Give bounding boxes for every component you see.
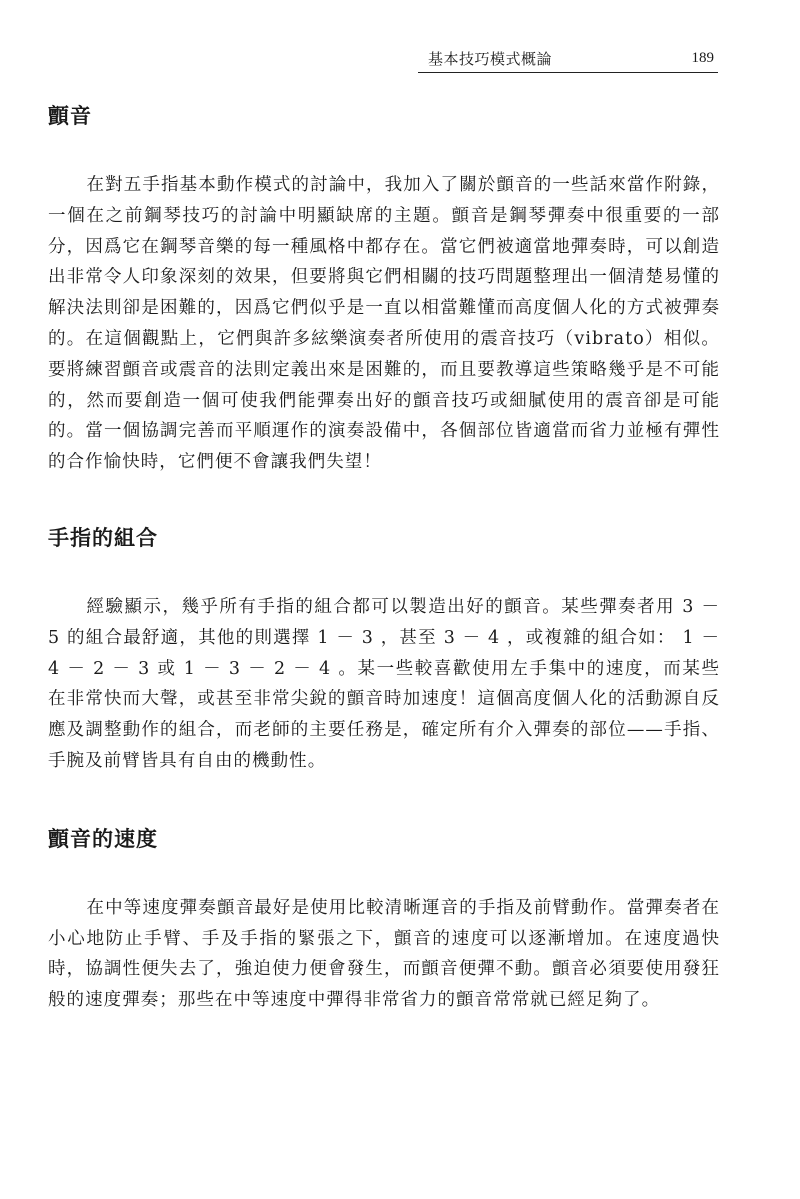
section-heading-trill: 顫音 xyxy=(48,103,92,128)
running-title: 基本技巧模式概論 xyxy=(428,50,553,68)
running-header xyxy=(418,44,718,73)
section-paragraph-finger-combinations: 經驗顯示，幾乎所有手指的組合都可以製造出好的顫音。某些彈奏者用 3 － 5 的組合最舒適，其他的則選擇 1 － 3 ，甚至 3 － 4 ，或複雜的組合如： 1 － 4 － 2 － 3 或 1 － 3 － 2 － 4 。某一些較喜歡使用左手集中的速度，而某些在非常快而大聲，或甚至非常尖銳的顫音時加速度！這個高度個人化的活動源自反應及調整動作的組合，而老師的主要任務是，確定所有介入彈奏的部位——手指、手腕及前臂皆具有自由的機動性。 xyxy=(48,596,720,771)
section-heading-finger-combinations: 手指的組合 xyxy=(48,524,158,550)
section-heading-trill-speed: 顫音的速度 xyxy=(48,825,158,851)
page-number: 189 xyxy=(691,50,714,66)
page-body xyxy=(48,98,720,1016)
section-paragraph-trill-speed: 在中等速度彈奏顫音最好是使用比較清晰運音的手指及前臂動作。當彈奏者在小心地防止手臂、手及手指的緊張之下，顫音的速度可以逐漸增加。在速度過快時，協調性便失去了，強迫使力便會發生，而顫音便彈不動。顫音必須要使用發狂般的速度彈奏；那些在中等速度中彈得非常省力的顫音常常就已經足夠了。 xyxy=(48,897,720,1011)
section-paragraph-trill: 在對五手指基本動作模式的討論中，我加入了關於顫音的一些話來當作附錄，一個在之前鋼琴技巧的討論中明顯缺席的主題。顫音是鋼琴彈奏中很重要的一部分，因爲它在鋼琴音樂的每一種風格中都存在。當它們被適當地彈奏時，可以創造出非常令人印象深刻的效果，但要將與它們相關的技巧問題整理出一個清楚易懂的解決法則卻是困難的，因爲它們似乎是一直以相當難懂而高度個人化的方式被彈奏的。在這個觀點上，它們與許多絃樂演奏者所使用的震音技巧（vibrato）相似。要將練習顫音或震音的法則定義出來是困難的，而且要教導這些策略幾乎是不可能的，然而要創造一個可使我們能彈奏出好的顫音技巧或細膩使用的震音卻是可能的。當一個協調完善而平順運作的演奏設備中，各個部位皆適當而省力並極有彈性的合作愉快時，它們便不會讓我們失望！ xyxy=(48,175,720,473)
